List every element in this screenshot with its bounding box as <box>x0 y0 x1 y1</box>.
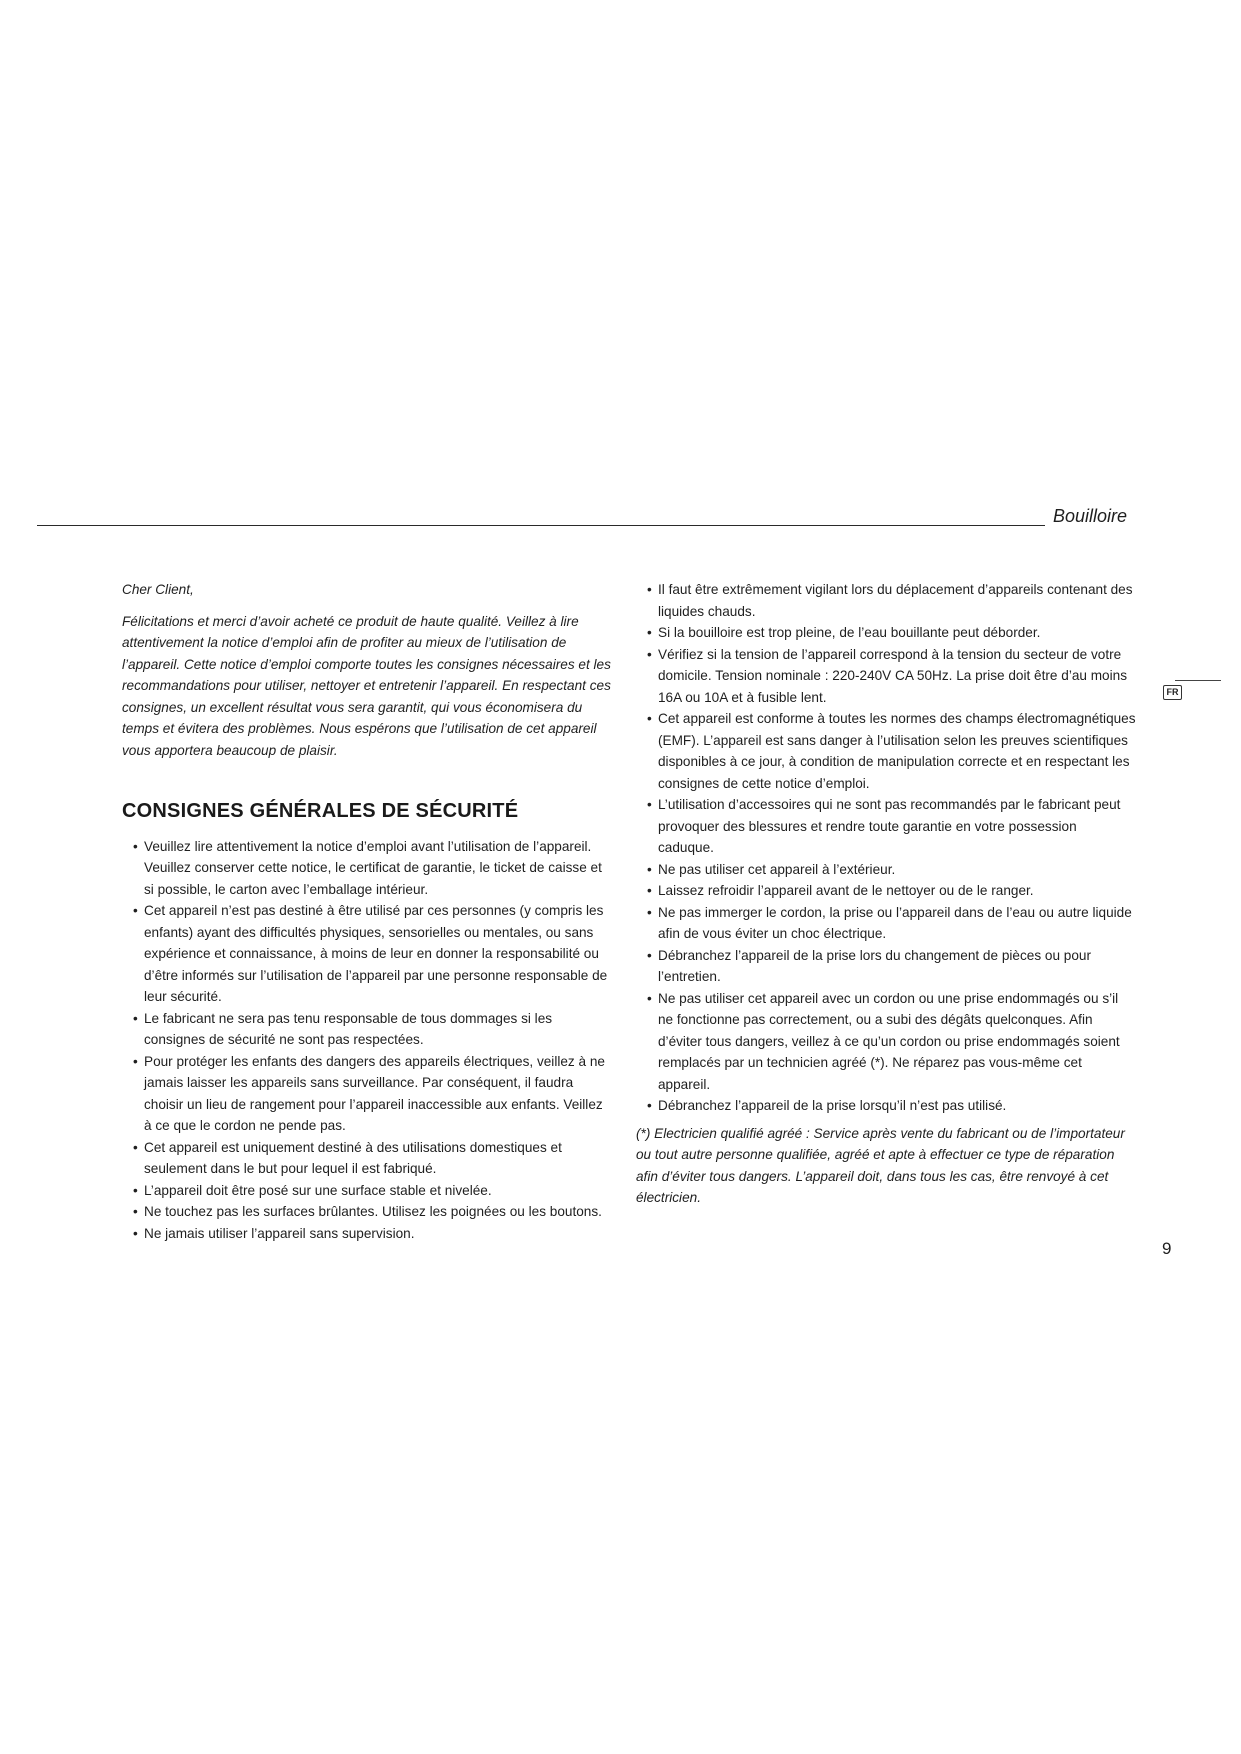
list-item: • L’appareil doit être posé sur une surface stable et nivelée. <box>122 1180 612 1202</box>
greeting: Cher Client, <box>122 582 194 597</box>
list-item: • Cet appareil est conforme à toutes les normes des champs électromagnétiques (EMF). L’appareil est sans danger à l’utilisation selon les preuves scientifiques disponibles à ce jour, à condition de manipulation correcte et en respectant les consignes de cette notice d’emploi. <box>636 708 1136 794</box>
language-tab <box>1163 680 1209 710</box>
list-item: • Ne pas utiliser cet appareil avec un cordon ou une prise endommagés ou s’il ne fonctionne pas correctement, ou a subi des dégâts quelconques. Afin d’éviter tous dangers, veillez à ce qu’un cordon ou prise endommagés soient remplacés par un technicien agréé (*). Ne réparez pas vous-même cet appareil. <box>636 988 1136 1096</box>
section-title: CONSIGNES GÉNÉRALES DE SÉCURITÉ <box>122 800 519 822</box>
list-item: • Il faut être extrêmement vigilant lors du déplacement d’appareils contenant des liquides chauds. <box>636 579 1136 622</box>
footnote: (*) Electricien qualifié agréé : Service après vente du fabricant ou de l’importateur ou tout autre personne qualifiée, agréé et apte à effectuer ce type de réparation afin d’éviter tous dangers. L’appareil doit, dans tous les cas, être renvoyé à cet électricien. <box>636 1125 1125 1205</box>
language-label: FR <box>1163 685 1182 700</box>
list-item: • Cet appareil n’est pas destiné à être utilisé par ces personnes (y compris les enfants) ayant des difficultés physiques, sensorielles ou mentales, ou sans expérience et connaissance, à moins de leur en donner la responsabilité ou d’être informés sur l’utilisation de l’appareil par une personne responsable de leur sécurité. <box>122 900 612 1008</box>
list-item: • Débranchez l’appareil de la prise lorsqu’il n’est pas utilisé. <box>636 1095 1136 1117</box>
list-item: • Veuillez lire attentivement la notice d’emploi avant l’utilisation de l’appareil. Veuillez conserver cette notice, le certificat de garantie, le ticket de caisse et si possible, le carton avec l’emballage intérieur. <box>122 836 612 901</box>
list-item: • Cet appareil est uniquement destiné à des utilisations domestiques et seulement dans le but pour lequel il est fabriqué. <box>122 1137 612 1180</box>
list-item: • Ne pas utiliser cet appareil à l’extérieur. <box>636 859 1136 881</box>
intro <box>122 579 612 761</box>
list-item: • Ne touchez pas les surfaces brûlantes. Utilisez les poignées ou les boutons. <box>122 1201 612 1223</box>
list-item: • Si la bouilloire est trop pleine, de l’eau bouillante peut déborder. <box>636 622 1136 644</box>
document-title: Bouilloire <box>1053 506 1128 526</box>
right-column <box>636 579 1136 1209</box>
left-column <box>122 579 612 1244</box>
safety-list-right <box>636 579 1136 1117</box>
list-item: • Laissez refroidir l’appareil avant de le nettoyer ou de le ranger. <box>636 880 1136 902</box>
list-item: • Le fabricant ne sera pas tenu responsable de tous dommages si les consignes de sécurité ne sont pas respectées. <box>122 1008 612 1051</box>
list-item: • L’utilisation d’accessoires qui ne sont pas recommandés par le fabricant peut provoquer des blessures et rendre toute garantie en votre possession caduque. <box>636 794 1136 859</box>
list-item: • Ne pas immerger le cordon, la prise ou l’appareil dans de l’eau ou autre liquide afin de vous éviter un choc électrique. <box>636 902 1136 945</box>
page-number: 9 <box>1162 1239 1172 1258</box>
list-item: • Vérifiez si la tension de l’appareil correspond à la tension du secteur de votre domicile. Tension nominale : 220-240V CA 50Hz. La prise doit être d’au moins 16A ou 10A et à fusible lent. <box>636 644 1136 709</box>
list-item: • Débranchez l’appareil de la prise lors du changement de pièces ou pour l’entretien. <box>636 945 1136 988</box>
list-item: • Ne jamais utiliser l’appareil sans supervision. <box>122 1223 612 1245</box>
header-rule <box>37 525 1045 526</box>
language-tab-rule <box>1175 680 1221 681</box>
intro-paragraph: Félicitations et merci d’avoir acheté ce produit de haute qualité. Veillez à lire attentivement la notice d’emploi afin de profiter au mieux de l’utilisation de l’appareil. Cette notice d’emploi comporte toutes les consignes nécessaires et les recommandations pour utiliser, nettoyer et entretenir l’appareil. En respectant ces consignes, un excellent résultat vous sera garantit, qui vous économisera du temps et évitera des problèmes. Nous espérons que l’utilisation de cet appareil vous apportera beaucoup de plaisir. <box>122 613 611 758</box>
list-item: • Pour protéger les enfants des dangers des appareils électriques, veillez à ne jamais laisser les appareils sans surveillance. Par conséquent, il faudra choisir un lieu de rangement pour l’appareil inaccessible aux enfants. Veillez à ce que le cordon ne pende pas. <box>122 1051 612 1137</box>
safety-list-left <box>122 836 612 1245</box>
